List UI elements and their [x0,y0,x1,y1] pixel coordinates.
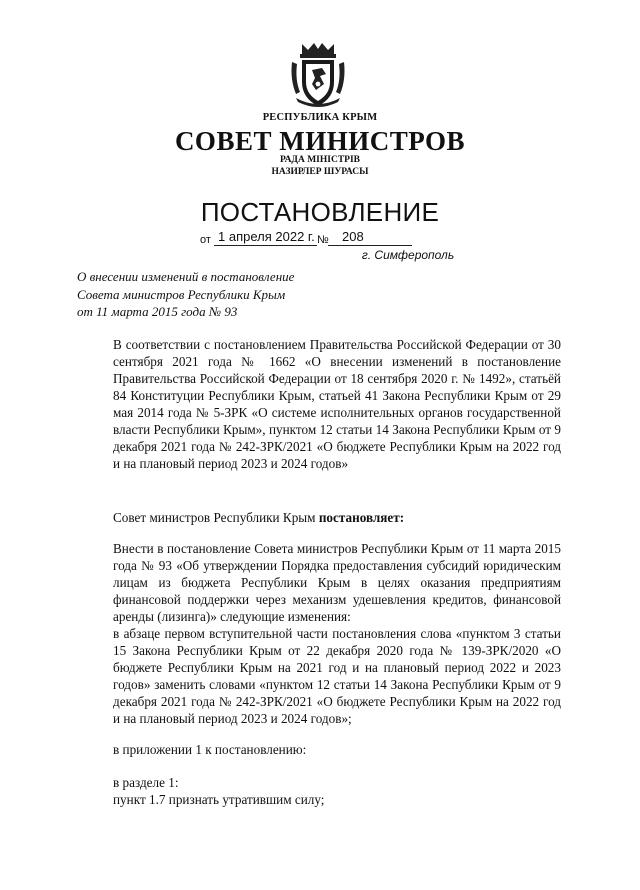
resolves-text: Совет министров Республики Крым [113,510,319,525]
subject-line: от 11 марта 2015 года № 93 [77,304,238,319]
document-number: 208 [342,229,364,244]
resolves-word: постановляет: [318,510,405,525]
subject-line: Совета министров Республики Крым [77,286,286,302]
council-name: СОВЕТ МИНИСТРОВ [174,126,466,156]
document-subject [77,268,294,321]
city: г. Симферополь [361,248,455,262]
number-label: № [317,234,329,246]
council-name-crimean-tatar: НАЗИРЛЕР ШУРАСЫ [271,167,369,177]
date-label: от [200,234,211,246]
council-name-ukrainian: РАДА МІНІСТРІВ [279,155,360,165]
section-line: в разделе 1: [113,775,179,790]
amendment-intro-paragraph: Внести в постановление Совета министров Республики Крым от 11 марта 2015 года № 93 «Об утверждении Порядка предоставления субсидий юридическим лицам из бюджета Республики Крым в целях оказания предприятиям финансовой поддержки через механизм удешевления кредитов, финансовой аренды (лизинга)» следующие изменения: [113,541,561,624]
number-underline [328,245,412,246]
document-type: ПОСТАНОВЛЕНИЕ [200,197,440,227]
amendment-paragraph: в абзаце первом вступительной части постановления слова «пунктом 3 статьи 15 Закона Республики Крым от 22 декабря 2020 года № 139-ЗРК/2020 «О бюджете Республики Крым на 2021 год и на плановый период 2022 и 2023 годов» заменить словами «пунктом 12 статьи 14 Закона Республики Крым от 9 декабря 2021 года № 242-ЗРК/2021 «О бюджете Республики Крым на 2022 год и на плановый период 2023 и 2024 годов»; [113,626,561,726]
coat-of-arms-icon [282,40,354,112]
item-line: пункт 1.7 признать утратившим силу; [113,792,325,807]
subject-line: О внесении изменений в постановление [77,269,295,284]
date-number-line [200,229,412,248]
appendix-line: в приложении 1 к постановлению: [113,742,307,757]
resolves-paragraph [77,509,561,526]
republic-name: РЕСПУБЛИКА КРЫМ [262,112,378,123]
preamble-paragraph: В соответствии с постановлением Правительства Российской Федерации от 30 сентября 2021 года № 1662 «О внесении изменений в постановление Правительства Российской Федерации от 18 сентября 2020 г. № 1492», статьёй 84 Конституции Республики Крым, статьей 41 Закона Республики Крым от 29 мая 2014 года № 5-ЗРК «О системе исполнительных органов государственной власти Республики Крым», пунктом 12 статьи 14 Закона Республики Крым от 9 декабря 2021 года № 242-ЗРК/2021 «О бюджете Республики Крым на 2022 год и на плановый период 2023 и 2024 годов» [113,337,561,471]
date-underline [214,245,317,246]
document-date: 1 апреля 2022 г. [218,229,315,244]
